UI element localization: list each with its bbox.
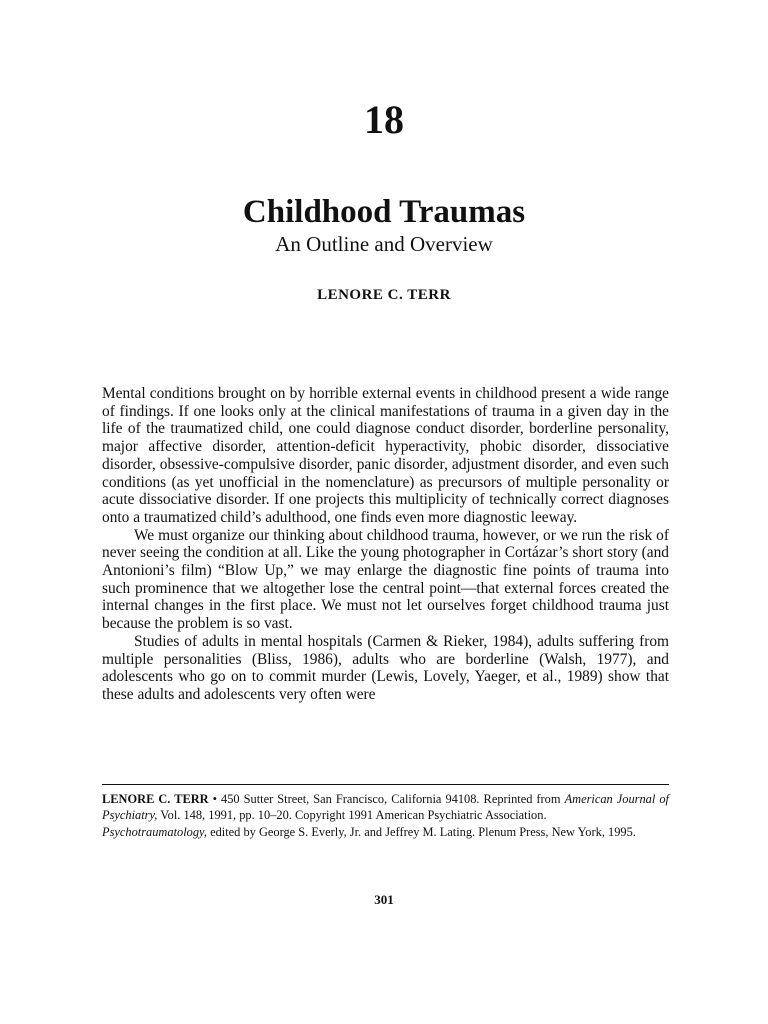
- footnote-author: LENORE C. TERR: [102, 792, 209, 806]
- paragraph: Mental conditions brought on by horrible external events in childhood present a wide range of findings. If one looks only at the clinical manifestations of trauma in a given day in the life of the traumatized child, one could diagnose conduct disorder, borderline personality, major affective disorder, attention-deficit hyperactivity, phobic disorder, dissociative disorder, obsessive-compulsive disorder, panic disorder, adjustment disorder, and even such conditions (as yet unofficial in the nomenclature) as precursors of multiple personality or acute dissociative disorder. If one projects this multiplicity of technically correct diagnoses onto a traumatized child’s adulthood, one finds even more diagnostic leeway.: [102, 385, 669, 526]
- chapter-number: 18: [364, 97, 404, 142]
- chapter-subtitle: An Outline and Overview: [275, 232, 493, 256]
- footnote-journal: American Journal of Psychiatry,: [102, 792, 669, 823]
- paragraph: Studies of adults in mental hospitals (Carmen & Rieker, 1984), adults suffering from multiple personalities (Bliss, 1986), adults who are borderline (Walsh, 1977), and adolescents who go on to commit murder (Lewis, Lovely, Yaeger, et al., 1989) show that these adults and adolescents very often were: [102, 632, 669, 703]
- footnote-bullet: •: [212, 792, 217, 806]
- footnote-citation: Vol. 148, 1991, pp. 10–20. Copyright 1991 American Psychiatric Association.: [160, 808, 547, 823]
- paragraph: We must organize our thinking about childhood trauma, however, or we run the risk of never seeing the condition at all. Like the young photographer in Cortázar’s short story (and Antonioni’s film) “Blow Up,” we may enlarge the diagnostic fine points of trauma into such prominence that we altogether lose the central point—that external forces created the internal changes in the first place. We must not let ourselves forget childhood trauma just because the problem is so vast.: [102, 526, 669, 633]
- chapter-title: Childhood Traumas: [242, 194, 526, 230]
- footnote-source: [102, 824, 669, 840]
- footnote-divider: [102, 784, 669, 785]
- chapter-author: LENORE C. TERR: [317, 287, 451, 303]
- footnote-book-title: Psychotraumatology,: [102, 824, 207, 839]
- footnote-address: 450 Sutter Street, San Francisco, California 94108. Reprinted from: [221, 792, 561, 806]
- footnotes: [102, 791, 669, 840]
- body-text: [102, 385, 669, 704]
- footnote-affiliation: [102, 791, 669, 824]
- footnote-book-details: edited by George S. Everly, Jr. and Jeffrey M. Lating. Plenum Press, New York, 1995.: [210, 824, 636, 839]
- page-number: 301: [374, 892, 394, 907]
